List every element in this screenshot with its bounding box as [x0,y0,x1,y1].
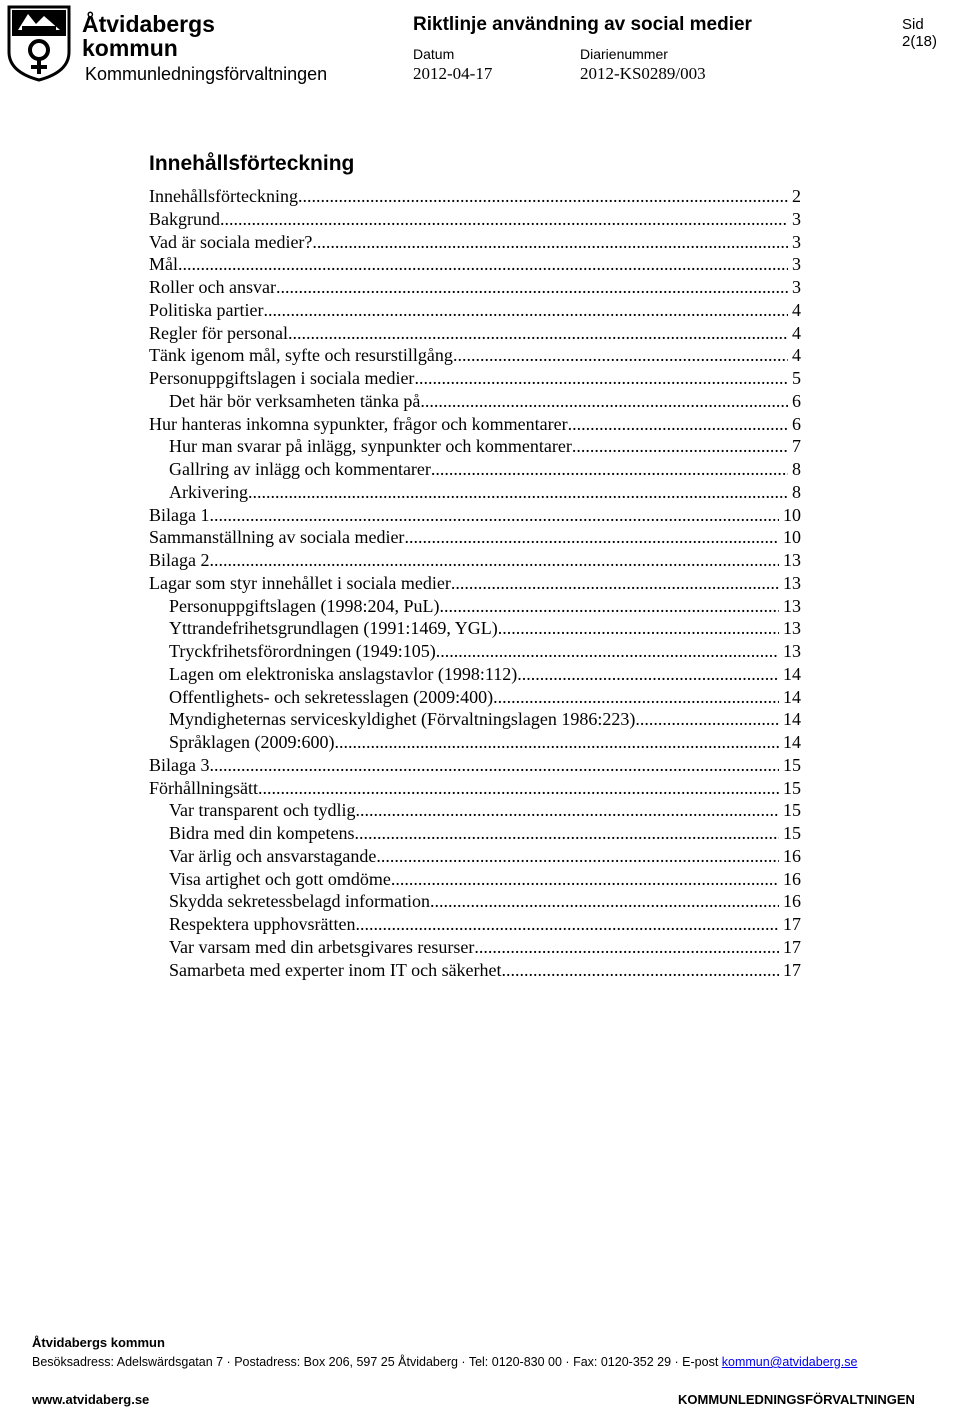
toc-entry[interactable] [149,799,801,822]
toc-dot-leader [298,185,788,207]
toc-dot-leader [568,413,788,435]
registration-number-value: 2012-KS0289/003 [580,64,706,83]
toc-entry-page: 17 [783,936,801,957]
toc-entry-page: 4 [792,345,801,366]
toc-entry-page: 13 [783,618,801,639]
toc-entry-page: 14 [783,663,801,684]
toc-dot-leader [498,617,779,639]
toc-entry[interactable] [149,936,801,959]
registration-number-label: Diarienummer [580,46,668,62]
toc-entry[interactable] [149,549,801,572]
toc-dot-leader [334,731,779,753]
toc-entry-page: 15 [783,823,801,843]
toc-dot-leader [210,504,780,526]
toc-dot-leader [276,276,788,298]
toc-entry-page: 4 [792,322,801,343]
toc-entry-title: Bilaga 3 [149,754,210,775]
toc-entry-page: 13 [783,550,801,570]
toc-entry[interactable] [149,504,801,527]
toc-entry-title: Arkivering [169,481,248,502]
toc-entry[interactable] [149,253,801,276]
toc-entry-title: Det här bör verksamheten tänka på [169,390,421,411]
toc-entry[interactable] [149,276,801,299]
toc-entry-title: Yttrandefrihetsgrundlagen (1991:1469, YGL) [169,618,498,639]
toc-dot-leader [391,868,779,890]
toc-entry-page: 14 [783,686,801,707]
toc-dot-leader [572,435,788,457]
toc-entry-title: Samarbeta med experter inom IT och säkerhet [169,959,502,980]
toc-entry[interactable] [149,413,801,436]
date-label: Datum [413,46,455,62]
toc-entry[interactable] [149,435,801,458]
toc-entry-title: Personuppgiftslagen i sociala medier [149,368,415,388]
toc-dot-leader [376,845,779,867]
toc-dot-leader [178,253,788,275]
toc-entry[interactable] [149,868,801,891]
toc-entry-page: 8 [792,459,801,479]
toc-entry[interactable] [149,481,801,504]
toc-entry-title: Regler för personal [149,322,288,343]
toc-entry[interactable] [149,390,801,413]
toc-entry-title: Vad är sociala medier? [149,231,313,252]
toc-entry[interactable] [149,617,801,640]
organization-department: Kommunledningsförvaltningen [85,64,328,84]
toc-dot-leader [493,686,779,708]
toc-entry-title: Sammanställning av sociala medier [149,527,405,548]
toc-entry[interactable] [149,754,801,777]
toc-entry-page: 6 [792,413,801,434]
toc-entry-title: Roller och ansvar [149,277,276,297]
toc-entry-title: Bakgrund [149,208,220,229]
toc-dot-leader [517,663,779,685]
toc-entry-page: 16 [783,868,801,889]
toc-dot-leader [355,799,779,821]
footer-organization: Åtvidabergs kommun [32,1335,165,1350]
toc-dot-leader [248,481,788,503]
toc-entry-page: 3 [792,231,801,252]
toc-entry[interactable] [149,731,801,754]
toc-entry-title: Var varsam med din arbetsgivares resurser [169,936,475,957]
toc-entry-page: 15 [783,800,801,821]
toc-entry[interactable] [149,822,801,845]
toc-entry-title: Tänk igenom mål, syfte och resurstillgång [149,345,453,366]
toc-entry-page: 7 [792,436,801,457]
toc-entry[interactable] [149,640,801,663]
toc-entry-title: Var transparent och tydlig [169,800,356,821]
toc-entry-page: 15 [783,754,801,775]
toc-entry-title: Offentlighets- och sekretesslagen (2009:400) [169,686,494,707]
toc-dot-leader [355,913,779,935]
toc-entry-page: 16 [783,891,801,912]
toc-entry-title: Innehållsförteckning [149,186,298,206]
toc-dot-leader [635,708,779,730]
toc-dot-leader [436,640,779,662]
toc-entry-page: 3 [792,208,801,229]
document-title: Riktlinje användning av social medier [413,14,752,35]
toc-entry[interactable] [149,185,801,208]
toc-entry[interactable] [149,344,801,367]
toc-entry-title: Visa artighet och gott omdöme [169,868,391,889]
toc-dot-leader [430,890,779,912]
toc-entry-page: 2 [792,186,801,206]
toc-entry-title: Bilaga 2 [149,550,210,570]
toc-entry[interactable] [149,959,801,982]
toc-entry[interactable] [149,708,801,731]
toc-entry[interactable] [149,845,801,868]
footer-website-link[interactable]: www.atvidaberg.se [32,1392,150,1407]
toc-dot-leader [263,299,788,321]
toc-dot-leader [210,549,780,571]
footer-address-text: Besöksadress: Adelswärdsgatan 7 · Postadress: Box 206, 597 25 Åtvidaberg · Tel: 0120-830 00 · Fax: 0120-352 29 · E-post [32,1355,722,1369]
toc-dot-leader [210,754,780,776]
toc-entry-page: 17 [783,959,801,980]
toc-entry[interactable] [149,526,801,549]
toc-entry-page: 4 [792,299,801,320]
toc-entry-title: Lagen om elektroniska anslagstavlor (1998:112) [169,663,518,684]
toc-entry-page: 17 [783,914,801,934]
page-number: Sid 2(18) [902,16,938,50]
municipality-coat-of-arms-logo [6,4,72,82]
footer-address [32,1355,857,1369]
toc-entry-page: 6 [792,390,801,411]
toc-entry-title: Bilaga 1 [149,504,210,525]
toc-entry-page: 3 [792,277,801,297]
toc-dot-leader [288,322,788,344]
toc-entry-page: 10 [783,527,801,548]
toc-dot-leader [354,822,779,844]
toc-dot-leader [414,367,788,389]
toc-entry[interactable] [149,595,801,618]
organization-name-line1: Åtvidabergs [82,11,215,37]
toc-entry[interactable] [149,458,801,481]
toc-entry-title: Gallring av inlägg och kommentarer [169,459,431,479]
toc-entry-page: 13 [783,641,801,661]
toc-entry-page: 13 [783,572,801,593]
toc-dot-leader [453,344,788,366]
toc-entry-title: Skydda sekretessbelagd information [169,891,430,912]
toc-entry[interactable] [149,322,801,345]
toc-entry-title: Språklagen (2009:600) [169,732,335,752]
toc-entry-page: 5 [792,368,801,388]
footer-email-link[interactable]: kommun@atvidaberg.se [721,1355,858,1369]
toc-dot-leader [502,959,779,981]
toc-entry-page: 3 [792,254,801,275]
toc-entry[interactable] [149,890,801,913]
toc-entry-title: Personuppgiftslagen (1998:204, PuL) [169,595,440,616]
toc-dot-leader [451,572,779,594]
toc-entry-title: Var ärlig och ansvarstagande [169,845,377,866]
toc-entry-page: 10 [783,504,801,525]
toc-dot-leader [439,595,779,617]
toc-entry-page: 14 [783,732,801,752]
toc-entry-page: 8 [792,481,801,502]
toc-dot-leader [420,390,788,412]
toc-dot-leader [404,526,779,548]
toc-heading: Innehållsförteckning [149,152,355,175]
toc-entry-title: Bidra med din kompetens [169,823,355,843]
toc-dot-leader [312,231,788,253]
toc-entry[interactable] [149,231,801,254]
toc-entry[interactable] [149,208,801,231]
toc-entry[interactable] [149,686,801,709]
toc-entry[interactable] [149,913,801,936]
toc-entry-page: 16 [783,845,801,866]
organization-name-line2: kommun [82,35,178,61]
toc-entry-page: 14 [783,709,801,730]
toc-entry[interactable] [149,572,801,595]
toc-entry-title: Mål [149,254,178,275]
toc-entry[interactable] [149,367,801,390]
date-value: 2012-04-17 [413,64,493,83]
toc-entry-title: Tryckfrihetsförordningen (1949:105) [169,641,436,661]
organization-name [82,12,215,60]
toc-entry-title: Politiska partier [149,299,264,320]
toc-entry-title: Myndigheternas serviceskyldighet (Förvaltningslagen 1986:223) [169,709,636,730]
toc-dot-leader [220,208,788,230]
footer-department: KOMMUNLEDNINGSFÖRVALTNINGEN [678,1392,915,1407]
toc-dot-leader [258,777,779,799]
toc-entry[interactable] [149,777,801,800]
toc-entry-title: Respektera upphovsrätten [169,914,356,934]
toc-entry-page: 15 [783,777,801,798]
toc-entry-title: Hur man svarar på inlägg, synpunkter och kommentarer [169,436,572,457]
toc-entry-title: Lagar som styr innehållet i sociala medier [149,572,451,593]
toc-entry[interactable] [149,299,801,322]
toc-dot-leader [474,936,779,958]
toc-entry-title: Förhållningsätt [149,777,258,798]
toc-list [149,185,801,981]
toc-entry-page: 13 [783,595,801,616]
toc-entry-title: Hur hanteras inkomna sypunkter, frågor och kommentarer [149,413,568,434]
toc-entry[interactable] [149,663,801,686]
toc-dot-leader [431,458,788,480]
